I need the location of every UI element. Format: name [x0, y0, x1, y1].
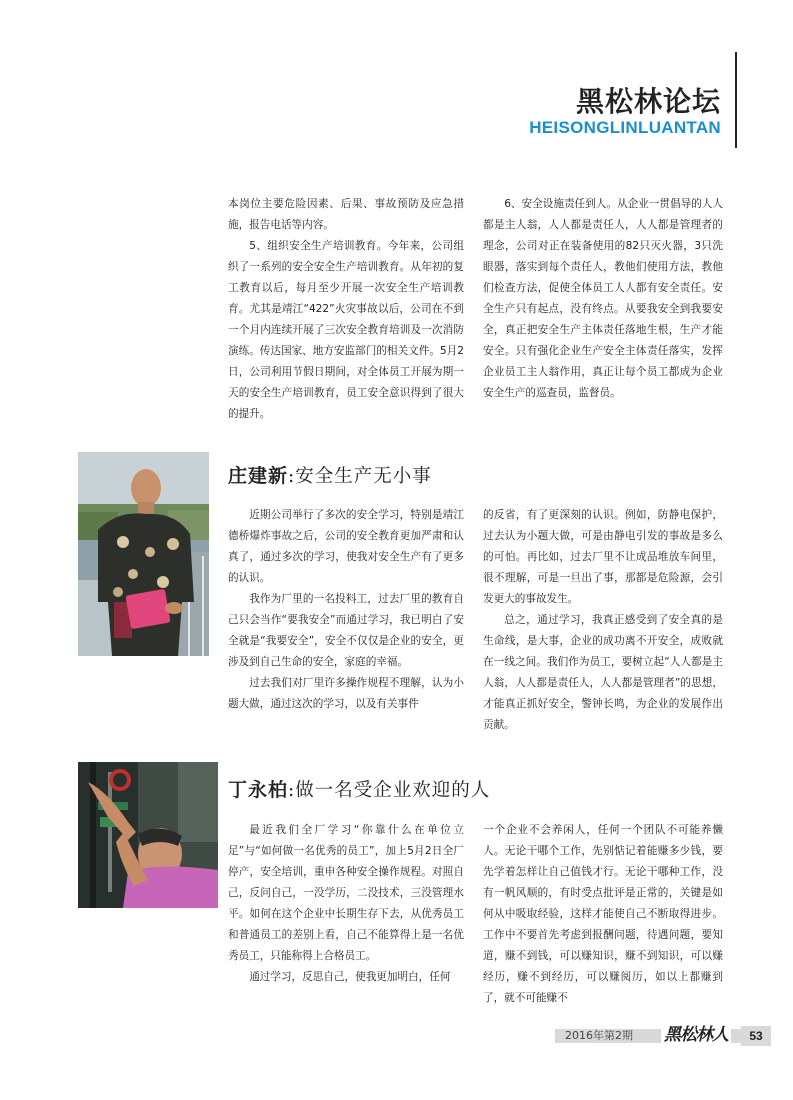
paragraph: 一个企业不会养闲人，任何一个团队不可能养懒人。无论干哪个工作，先别惦记着能赚多少钱，要先学着怎样让自己值钱才行。无论干哪种工作，没有一帆风顺的，有时受点批评是正常的，关键是如何从中吸取经验，这样才能使自己不断取得进步。工作中不要首先考虑到报酬问题，待遇问题，要知道，赚不到钱，可以赚知识，赚不到知识，可以赚经历，赚不到经历，可以赚阅历，如以上都赚到了，就不可能赚不	[483, 824, 723, 1004]
article1-subtitle: :安全生产无小事	[288, 466, 432, 487]
author-photo-zhuang	[78, 452, 209, 656]
paragraph: 6、安全设施责任到人。从企业一贯倡导的人人都是主人翁，人人都是责任人，人人都是管理者的理念，公司对正在装备使用的82只灭火器，3只洗眼器，落实到每个责任人，教他们使用方法，教他们检查方法，促使全体员工人人都有安全责任。安全生产只有起点，没有终点。从要我安全到我要安全，真正把安全生产主体责任落地生根，生产才能安全。只有强化企业生产安全主体责任落实，发挥企业员工主人翁作用，真正让每个员工都成为企业安全生产的巡查员，监督员。	[483, 198, 723, 399]
issue-label: 2016年第2期	[565, 1029, 633, 1042]
paragraph: 过去我们对厂里许多操作规程不理解，认为小题大做，通过这次的学习，以及有关事件	[228, 677, 464, 710]
page-number: 53	[741, 1026, 771, 1046]
magazine-logo: 黑松林人	[661, 1025, 731, 1045]
paragraph: 近期公司举行了多次的安全学习，特别是靖江德桥爆炸事故之后，公司的安全教育更加严肃和认真了，通过多次的学习，使我对安全生产有了更多的认识。	[228, 509, 464, 584]
paragraph: 总之，通过学习，我真正感受到了安全真的是生命线，是大事，企业的成功离不开安全，成败就在一线之间。我们作为员工，要树立起“人人都是主人翁，人人都是责任人，人人都是管理者”的思想，才能真正抓好安全，警钟长鸣，为企业的发展作出贡献。	[483, 614, 723, 731]
article2-subtitle: :做一名受企业欢迎的人	[288, 780, 491, 801]
article2-author-name: 丁永柏	[228, 779, 289, 801]
author-photo-ding	[78, 762, 218, 908]
article2-left-column	[228, 820, 464, 988]
paragraph: 本岗位主要危险因素、后果、事故预防及应急措施，报告电话等内容。	[228, 198, 464, 231]
article1-left-column	[228, 505, 464, 715]
section1-left-column	[228, 194, 464, 425]
column-title-pinyin: HEISONGLINLUANTAN	[529, 118, 721, 137]
paragraph: 通过学习，反思自己，使我更加明白，任何	[249, 971, 451, 983]
article2-title	[228, 775, 490, 802]
paragraph: 的反省，有了更深刻的认识。例如，防静电保护，过去认为小题大做，可是由静电引发的事故是多么的可怕。再比如，过去厂里不让成品堆放车间里，很不理解，可是一旦出了事，那都是危险源，会引发更大的事故发生。	[483, 509, 723, 605]
paragraph: 5、组织安全生产培训教育。今年来，公司组织了一系列的安全安全生产培训教育。从年初的复工教育以后，每月至少开展一次安全生产培训教育。尤其是靖江“422”火灾事故以后，公司在不到一个月内连续开展了三次安全教育培训及一次消防演练。传达国家、地方安监部门的相关文件。5月2日，公司利用节假日期间，对全体员工开展为期一天的安全生产培训教育，员工安全意识得到了很大的提升。	[228, 240, 464, 420]
article1-title	[228, 461, 432, 488]
paragraph: 我作为厂里的一名投料工，过去厂里的教育自己只会当作“要我安全”而通过学习，我已明白了安全就是“我要安全”，安全不仅仅是企业的安全，更涉及到自己生命的安全，家庭的幸福。	[228, 593, 464, 668]
paragraph: 最近我们全厂学习“你靠什么在单位立足”与“如何做一名优秀的员工”，加上5月2日全厂停产，安全培训，重申各种安全操作规程。对照自己，反问自己，一没学历，二没技术，三没管理水平。如何在这个企业中长期生存下去，从优秀员工和普通员工的差别上看，自己不能算得上是一名优秀员工，只能称得上合格员工。	[228, 824, 464, 962]
article2-right-column	[483, 820, 723, 1009]
article1-author-name: 庄建新	[228, 465, 289, 487]
section1-right-column	[483, 194, 723, 404]
column-title: 黑松林论坛	[575, 85, 721, 118]
article1-right-column	[483, 505, 723, 736]
page-footer	[555, 1026, 771, 1046]
header-vertical-rule	[735, 52, 737, 148]
